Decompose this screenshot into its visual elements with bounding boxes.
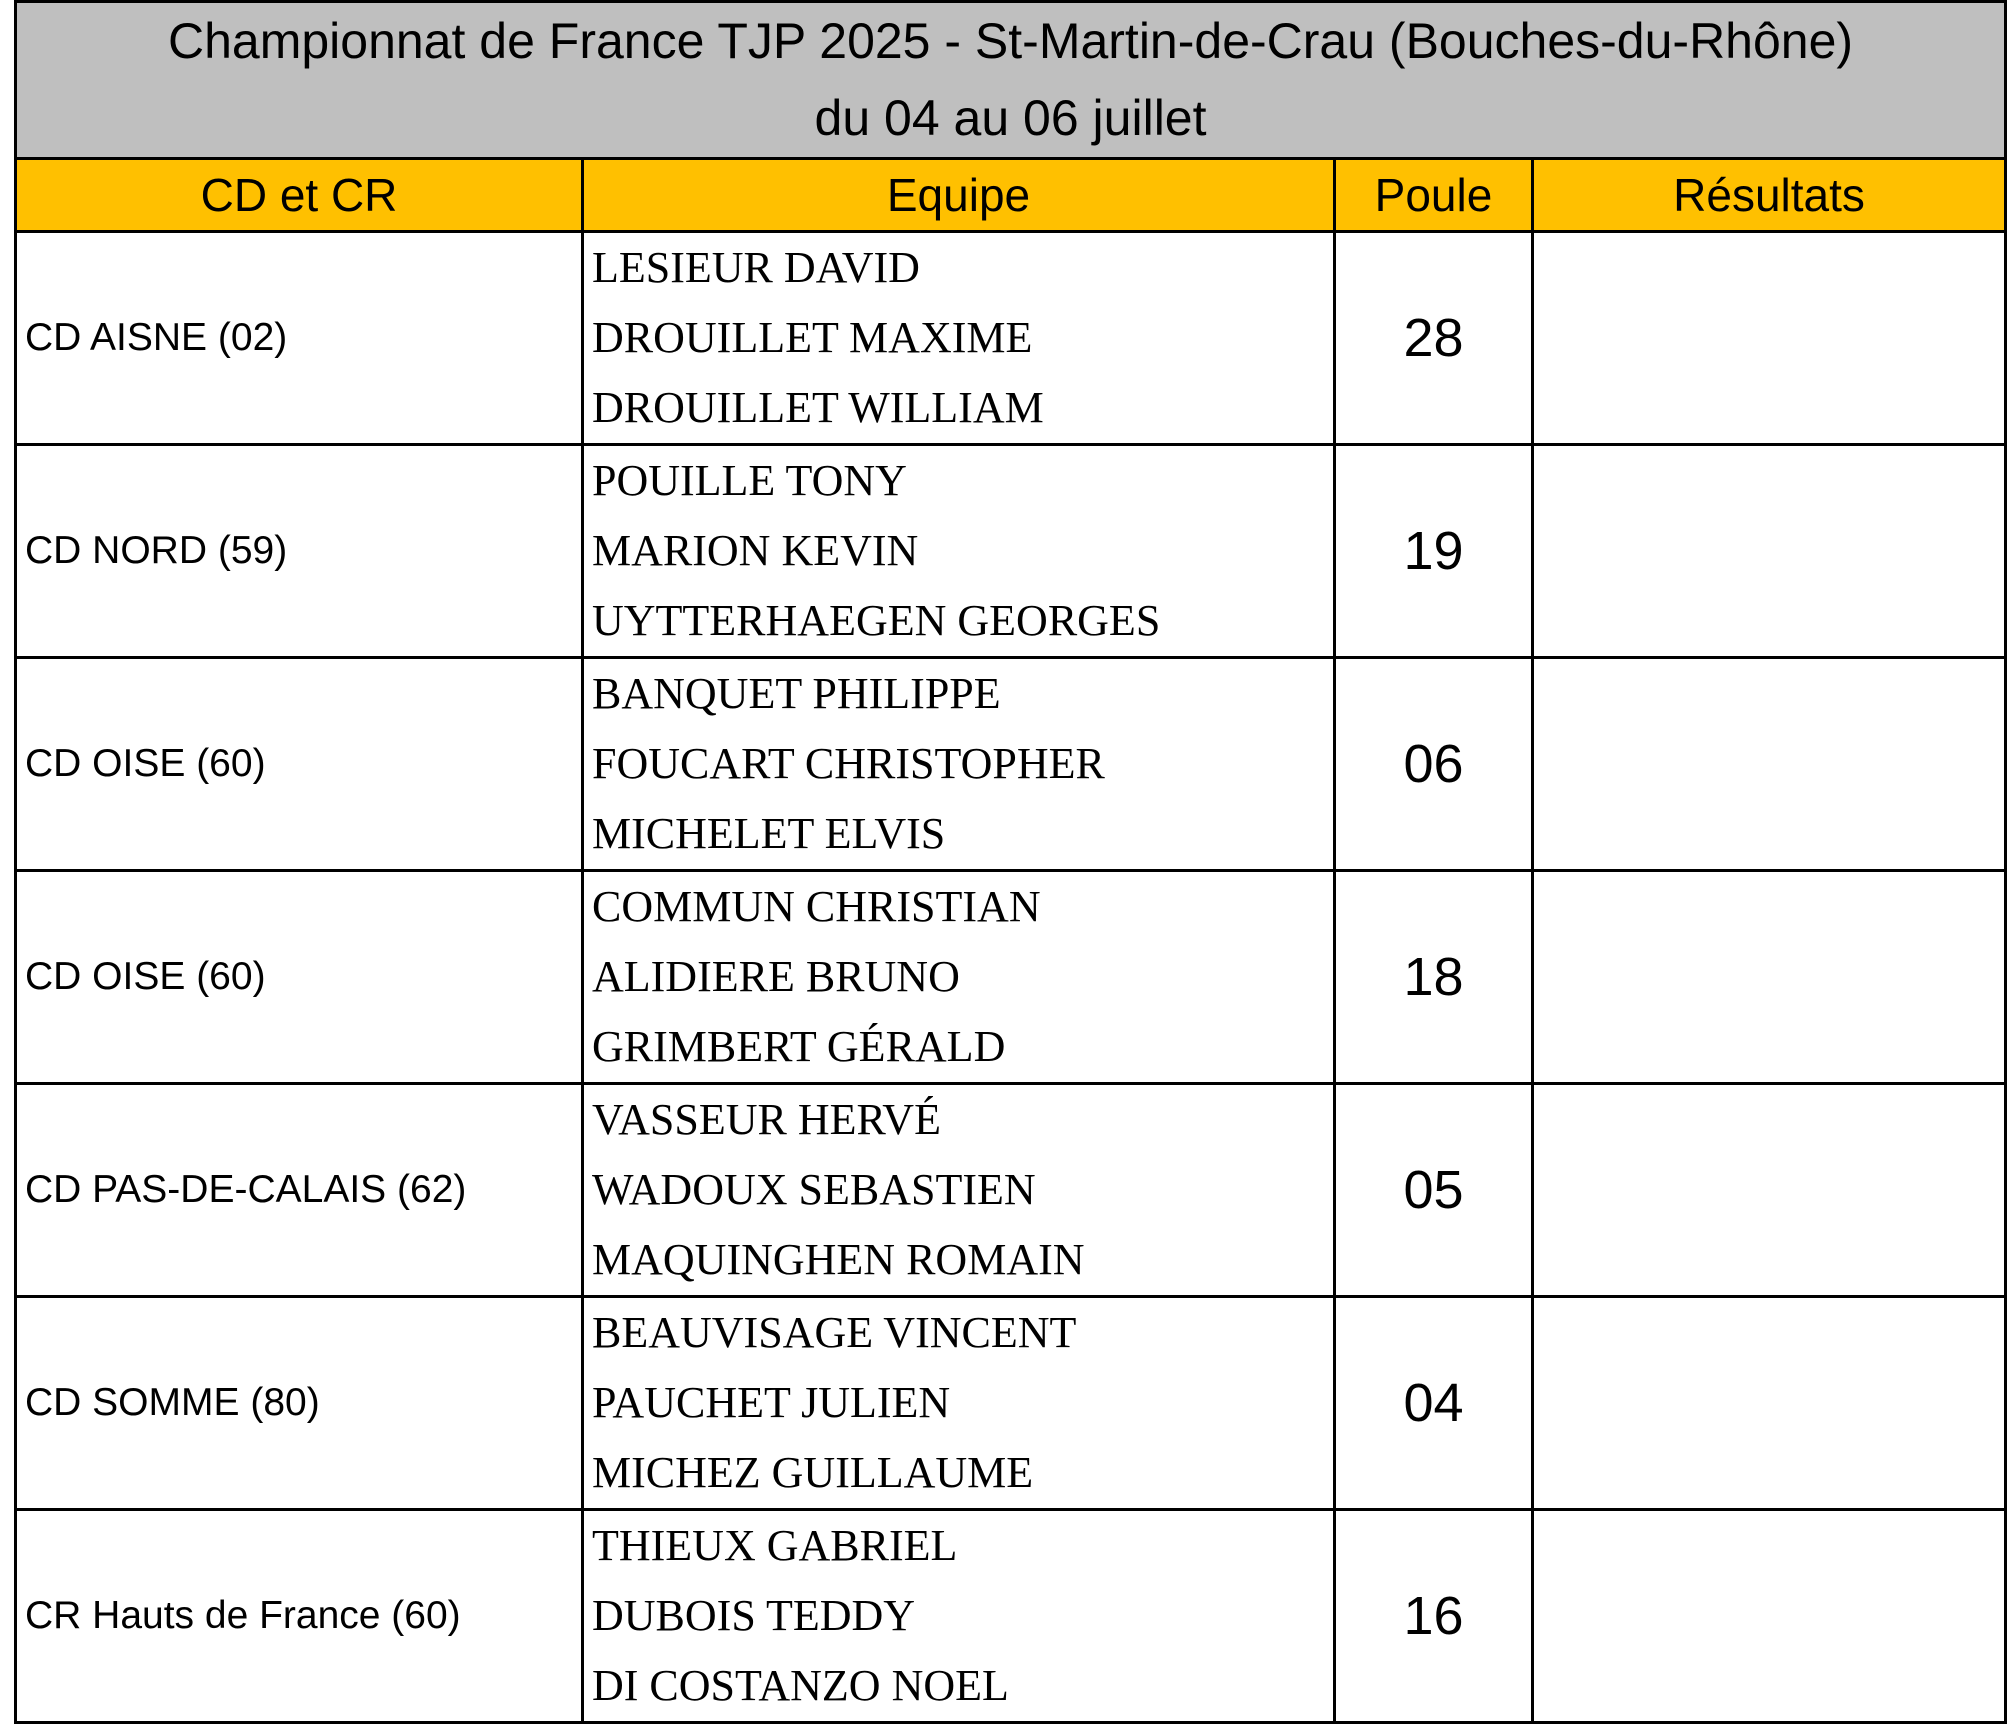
cd-cell: CD OISE (60) [16, 871, 583, 1084]
player-name: BANQUET PHILIPPE [592, 669, 1001, 718]
team-cell [583, 232, 1335, 445]
title-row [16, 2, 2006, 159]
result-cell [1533, 445, 2006, 658]
team-cell [583, 871, 1335, 1084]
header-row [16, 159, 2006, 232]
result-cell [1533, 1084, 2006, 1297]
player-name: UYTTERHAEGEN GEORGES [592, 596, 1161, 645]
player-name: BEAUVISAGE VINCENT [592, 1308, 1077, 1357]
column-header-poule: Poule [1335, 159, 1533, 232]
poule-cell: 18 [1335, 871, 1533, 1084]
poule-cell: 19 [1335, 445, 1533, 658]
player-name: MAQUINGHEN ROMAIN [592, 1235, 1085, 1284]
table-row [16, 658, 2006, 871]
table-row [16, 871, 2006, 1084]
player-name: LESIEUR DAVID [592, 243, 920, 292]
player-name: DROUILLET WILLIAM [592, 383, 1044, 432]
player-name: ALIDIERE BRUNO [592, 952, 960, 1001]
player-name: MICHEZ GUILLAUME [592, 1448, 1034, 1497]
column-header-cd-cr: CD et CR [16, 159, 583, 232]
poule-cell: 06 [1335, 658, 1533, 871]
cd-cell: CD OISE (60) [16, 658, 583, 871]
player-name: PAUCHET JULIEN [592, 1378, 951, 1427]
team-cell [583, 1297, 1335, 1510]
title-cell [16, 2, 2006, 159]
poule-cell: 28 [1335, 232, 1533, 445]
player-name: DROUILLET MAXIME [592, 313, 1033, 362]
poule-cell: 04 [1335, 1297, 1533, 1510]
player-name: POUILLE TONY [592, 456, 907, 505]
table-row [16, 445, 2006, 658]
page-subtitle: du 04 au 06 juillet [814, 90, 1207, 146]
poule-cell: 16 [1335, 1510, 1533, 1723]
result-cell [1533, 1297, 2006, 1510]
page-title: Championnat de France TJP 2025 - St-Martin-de-Crau (Bouches-du-Rhône) [167, 13, 1854, 69]
team-cell [583, 1510, 1335, 1723]
player-name: VASSEUR HERVÉ [592, 1095, 941, 1144]
cd-cell: CD SOMME (80) [16, 1297, 583, 1510]
result-cell [1533, 232, 2006, 445]
result-cell [1533, 658, 2006, 871]
player-name: WADOUX SEBASTIEN [592, 1165, 1036, 1214]
cd-cell: CD AISNE (02) [16, 232, 583, 445]
results-table [14, 0, 2007, 1724]
table-body [16, 232, 2006, 1723]
poule-cell: 05 [1335, 1084, 1533, 1297]
team-cell [583, 1084, 1335, 1297]
player-name: THIEUX GABRIEL [592, 1521, 958, 1570]
player-name: DUBOIS TEDDY [592, 1591, 916, 1640]
column-header-resultats: Résultats [1533, 159, 2006, 232]
result-cell [1533, 1510, 2006, 1723]
cd-cell: CR Hauts de France (60) [16, 1510, 583, 1723]
table-row [16, 1084, 2006, 1297]
player-name: DI COSTANZO NOEL [592, 1661, 1009, 1710]
table-row [16, 232, 2006, 445]
result-cell [1533, 871, 2006, 1084]
team-cell [583, 658, 1335, 871]
cd-cell: CD PAS-DE-CALAIS (62) [16, 1084, 583, 1297]
player-name: FOUCART CHRISTOPHER [592, 739, 1105, 788]
table-row [16, 1297, 2006, 1510]
table-row [16, 1510, 2006, 1723]
cd-cell: CD NORD (59) [16, 445, 583, 658]
player-name: GRIMBERT GÉRALD [592, 1022, 1006, 1071]
column-header-equipe: Equipe [583, 159, 1335, 232]
player-name: COMMUN CHRISTIAN [592, 882, 1041, 931]
player-name: MARION KEVIN [592, 526, 919, 575]
team-cell [583, 445, 1335, 658]
player-name: MICHELET ELVIS [592, 809, 946, 858]
